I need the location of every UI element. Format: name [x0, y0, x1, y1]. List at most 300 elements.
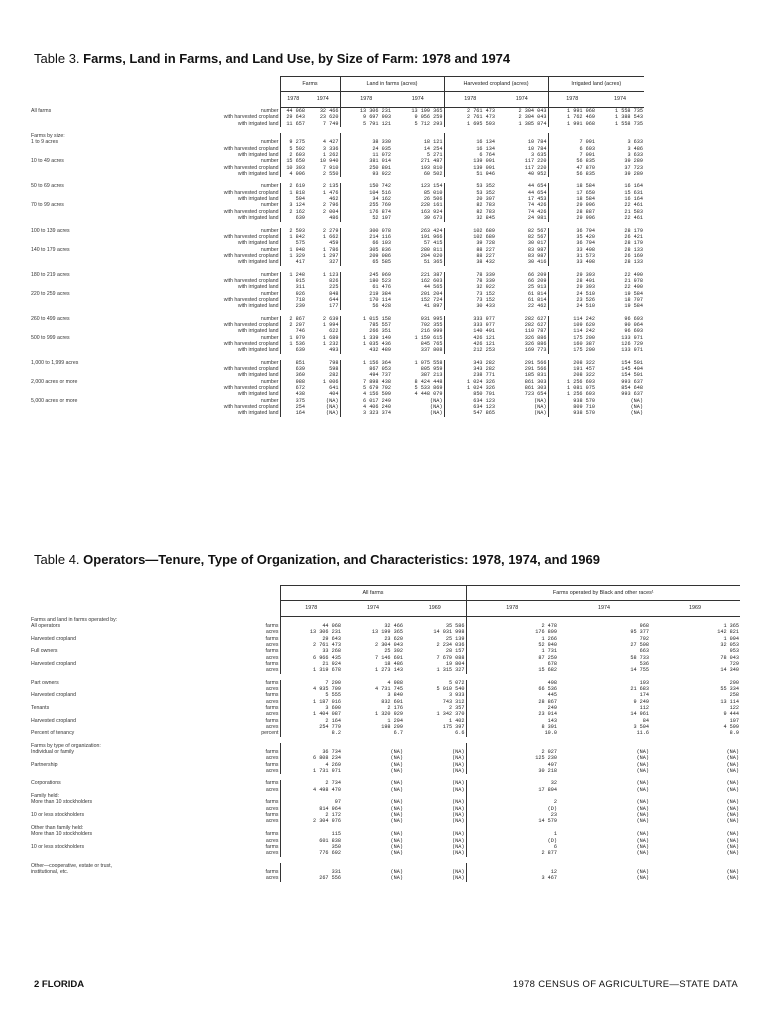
data-cell: 1 991 068	[548, 108, 596, 115]
data-cell: 212 253	[444, 347, 496, 353]
data-cell: 51 946	[444, 171, 496, 177]
data-cell: (NA)	[726, 843, 740, 850]
row-sublabel: acres	[265, 685, 279, 692]
data-cell: 201 204	[420, 290, 443, 297]
data-cell: 39 728	[444, 240, 496, 246]
data-cell: (NA)	[452, 768, 465, 775]
row-sublabel: farms	[265, 660, 279, 667]
data-cell: 28 179	[624, 240, 644, 247]
row-sublabel: acres	[265, 805, 279, 812]
data-cell: 36 734	[280, 749, 342, 755]
table4-group-header	[30, 586, 740, 601]
data-cell: 32 466	[384, 622, 403, 629]
data-cell: 56 835	[548, 171, 596, 177]
data-cell: (NA)	[726, 761, 740, 768]
data-cell: 145 404	[621, 366, 644, 373]
data-cell: (D)	[466, 838, 558, 844]
data-cell: 142 821	[717, 629, 740, 636]
row-sublabel: farms	[265, 635, 279, 642]
row-sublabel: farms	[265, 761, 279, 768]
data-cell: 2	[466, 799, 558, 805]
data-cell: 494 737	[340, 372, 392, 378]
data-cell: 78 339	[444, 278, 496, 284]
data-cell: (NA)	[326, 397, 339, 404]
data-cell: 154 501	[621, 359, 644, 366]
data-cell: 743 312	[442, 698, 465, 705]
data-cell: 5 502	[280, 146, 306, 152]
table3-body	[30, 108, 740, 417]
data-cell: 3 124	[280, 202, 306, 208]
row-sublabel: with irrigated land	[237, 171, 279, 178]
data-cell: 22 490	[624, 271, 644, 278]
row-label: 500 to 999 acres	[31, 334, 70, 341]
data-cell: 238 771	[444, 372, 496, 378]
data-cell: 117 220	[524, 164, 547, 171]
data-cell: 729	[729, 660, 740, 667]
data-cell: 160 387	[548, 341, 596, 347]
data-cell: 23 526	[548, 297, 596, 303]
data-cell: 7 910	[322, 164, 339, 171]
data-cell: 28 157	[445, 648, 465, 655]
data-cell: 163 924	[420, 208, 443, 215]
data-cell: 360	[280, 372, 306, 378]
data-cell: 154 501	[621, 372, 644, 379]
data-cell: (NA)	[390, 868, 403, 875]
year-header: 1974	[596, 92, 644, 108]
data-cell: 459	[329, 240, 339, 247]
data-cell: 3 467	[466, 875, 558, 881]
row-label: Corporations	[31, 780, 61, 787]
row-label: 10 or less stockholders	[31, 843, 85, 850]
data-cell: 993 637	[621, 378, 644, 385]
data-cell: 208 322	[548, 372, 596, 378]
data-cell: 1 731	[466, 648, 558, 654]
data-cell: (NA)	[534, 410, 547, 417]
row-sublabel: number	[260, 139, 279, 146]
data-cell: 175 200	[548, 335, 596, 341]
data-cell: 2 734	[280, 780, 342, 786]
data-cell: 2 234 036	[436, 641, 465, 648]
row-sublabel: with harvested cropland	[223, 164, 279, 171]
data-cell: 2 027	[466, 749, 558, 755]
row-sublabel: with harvested cropland	[223, 385, 279, 392]
row-sublabel: acres	[265, 768, 279, 775]
data-cell: 44 565	[423, 284, 443, 291]
row-sublabel: farms	[265, 868, 279, 875]
data-cell: 29 643	[280, 636, 342, 642]
data-cell: 12	[466, 869, 558, 875]
row-sublabel: number	[260, 359, 279, 366]
data-cell: 78 339	[444, 272, 496, 278]
data-cell: 185 831	[524, 372, 547, 379]
group-header: All farms	[280, 586, 466, 601]
data-cell: 333 977	[444, 316, 496, 322]
data-cell: (NA)	[390, 837, 403, 844]
data-cell: (NA)	[726, 805, 740, 812]
data-cell: 150 742	[340, 183, 392, 189]
data-cell: 44 068	[280, 623, 342, 629]
table-row	[30, 875, 740, 881]
data-cell: 82 567	[527, 227, 547, 234]
data-cell: 746	[280, 328, 306, 334]
data-cell: 66 209	[527, 277, 547, 284]
data-cell: 33 408	[548, 259, 596, 265]
data-cell: 3 840	[387, 692, 403, 699]
data-cell: 1 187 016	[280, 699, 342, 705]
data-cell: 311	[280, 284, 306, 290]
data-cell: 16 164	[624, 183, 644, 190]
row-sublabel: with harvested cropland	[223, 341, 279, 347]
row-label: Farms by size:	[31, 133, 65, 140]
data-cell: 88 227	[444, 247, 496, 253]
row-sublabel: acres	[265, 786, 279, 793]
row-label: Harvested cropland	[31, 660, 76, 667]
data-cell: 6.7	[393, 730, 403, 737]
row-label: 1,000 to 1,999 acres	[31, 359, 79, 366]
data-cell: 2 877	[466, 850, 558, 856]
footer-title: 1978 CENSUS OF AGRICULTURE—STATE DATA	[512, 979, 738, 990]
data-cell: 1 294	[387, 717, 403, 724]
data-cell: 1 979	[280, 335, 306, 341]
row-label: 70 to 99 acres	[31, 202, 64, 209]
row-label: 180 to 219 acres	[31, 271, 70, 278]
data-cell: (NA)	[726, 818, 740, 825]
data-cell: 11 657	[280, 121, 306, 127]
data-cell: 1 404 087	[280, 711, 342, 717]
data-cell: 343 282	[444, 366, 496, 372]
data-cell: 66 209	[527, 271, 547, 278]
data-cell: 993 637	[621, 391, 644, 398]
data-cell: 18 584	[548, 196, 596, 202]
data-cell: 5 010 540	[436, 685, 465, 692]
table3-title: Table 3. Farms, Land in Farms, and Land Use, by Size of Farm: 1978 and 1974	[34, 51, 511, 66]
data-cell: 24 510	[548, 291, 596, 297]
group-header: Land in farms (acres)	[340, 77, 444, 92]
data-cell: (NA)	[726, 755, 740, 762]
data-cell: 4 731 745	[374, 685, 403, 692]
data-cell: (NA)	[430, 397, 443, 404]
data-cell: 90 064	[624, 321, 644, 328]
row-sublabel: with irrigated land	[237, 152, 279, 159]
row-label: 100 to 139 acres	[31, 227, 70, 234]
data-cell: (NA)	[390, 818, 403, 825]
data-cell: 850 701	[444, 391, 496, 397]
data-cell: (NA)	[636, 818, 650, 825]
data-cell: 988	[280, 379, 306, 385]
data-cell: 2 761 473	[444, 108, 496, 115]
row-sublabel: acres	[265, 724, 279, 730]
data-cell: (NA)	[630, 397, 644, 404]
data-cell: 23	[466, 812, 558, 818]
row-label: Partnership	[31, 761, 58, 768]
row-sublabel: number	[260, 158, 279, 165]
data-cell: 53 352	[444, 190, 496, 196]
data-cell: 245 969	[340, 272, 392, 278]
data-cell: 14 755	[630, 667, 650, 674]
row-label: Harvested cropland	[31, 717, 76, 724]
row-sublabel: number	[260, 397, 279, 404]
data-cell: 74 426	[527, 202, 547, 209]
data-cell: 30 416	[527, 259, 547, 266]
data-cell: 2 304 043	[518, 108, 547, 114]
data-cell: 88 227	[444, 253, 496, 259]
data-cell: 133 971	[621, 334, 644, 341]
data-cell: 282 627	[524, 321, 547, 328]
data-cell: 639	[280, 347, 306, 353]
data-cell: 254 779	[280, 724, 342, 730]
data-cell: 3 486	[627, 145, 644, 152]
data-cell: (NA)	[636, 786, 650, 793]
data-cell: 78 043	[720, 654, 740, 661]
data-cell: 8.2	[280, 730, 342, 736]
table3	[30, 76, 740, 417]
row-sublabel: acres	[265, 837, 279, 844]
row-label: Full owners	[31, 648, 58, 655]
data-cell: (NA)	[636, 780, 650, 787]
data-cell: 3 633	[627, 152, 644, 159]
data-cell: 305 836	[340, 247, 392, 253]
row-sublabel: number	[260, 202, 279, 209]
row-sublabel: farms	[265, 843, 279, 850]
data-cell: 13 306 231	[340, 108, 392, 115]
data-cell: 37 723	[624, 164, 644, 171]
data-cell: 13 114	[720, 698, 740, 705]
data-cell: (NA)	[390, 780, 403, 787]
year-header: 1974	[306, 92, 340, 108]
table4-year-header	[30, 601, 740, 617]
data-cell: 21 683	[630, 685, 650, 692]
data-cell: 7 091	[548, 152, 596, 158]
data-cell: 11.6	[636, 730, 650, 737]
data-cell: 9 275	[280, 139, 306, 145]
row-sublabel: acres	[265, 641, 279, 648]
data-cell: (NA)	[726, 837, 740, 844]
data-cell: (NA)	[636, 875, 650, 882]
data-cell: (NA)	[390, 812, 403, 819]
data-cell: 1 156 364	[340, 360, 392, 366]
data-cell: (NA)	[636, 805, 650, 812]
data-cell: 39 289	[624, 158, 644, 165]
data-cell: 25 302	[384, 648, 403, 655]
data-cell: (NA)	[452, 780, 465, 787]
data-cell: 1 842	[280, 234, 306, 240]
data-cell: 193	[639, 679, 650, 686]
row-sublabel: with irrigated land	[237, 328, 279, 335]
data-cell: (NA)	[534, 404, 547, 411]
data-cell: 417	[280, 259, 306, 265]
data-cell: 5 555	[280, 692, 342, 698]
data-cell: 267 556	[280, 875, 342, 881]
group-header: Harvested cropland (acres)	[444, 77, 548, 92]
data-cell: 3 336	[322, 145, 339, 152]
data-cell: 84	[642, 717, 650, 724]
data-cell: 97	[280, 799, 342, 805]
group-header: Farms	[280, 77, 340, 92]
data-cell: (NA)	[636, 868, 650, 875]
data-cell: 61 814	[527, 290, 547, 297]
data-cell: 14 031 998	[433, 629, 465, 636]
data-cell: 164	[280, 410, 306, 416]
data-cell: (NA)	[636, 837, 650, 844]
row-label	[30, 410, 100, 416]
row-sublabel: with irrigated land	[237, 284, 279, 291]
data-cell: 104 516	[340, 190, 392, 196]
data-cell: (NA)	[636, 761, 650, 768]
data-cell: 29 643	[280, 114, 306, 120]
data-cell: 639	[280, 215, 306, 221]
row-sublabel: number	[260, 271, 279, 278]
row-sublabel: with harvested cropland	[223, 233, 279, 240]
data-cell: 83 987	[527, 252, 547, 259]
data-cell: 7 091	[548, 139, 596, 145]
year-header: 1969	[650, 601, 740, 617]
data-cell: 225	[329, 284, 339, 291]
data-cell: (NA)	[390, 831, 403, 838]
data-cell: 177	[329, 303, 339, 310]
data-cell: 6 808 234	[280, 755, 342, 761]
data-cell: 22 462	[527, 303, 547, 310]
data-cell: 28 133	[624, 259, 644, 266]
data-cell: 32 053	[720, 641, 740, 648]
data-cell: 174	[639, 692, 650, 699]
row-sublabel: number	[260, 290, 279, 297]
data-cell: 204 020	[420, 252, 443, 259]
data-cell: 1 273 143	[374, 667, 403, 674]
data-cell: 102 689	[444, 234, 496, 240]
data-cell: 1 689	[322, 334, 339, 341]
data-cell: (NA)	[390, 799, 403, 806]
data-cell: 23 620	[384, 635, 403, 642]
row-sublabel: number	[260, 107, 279, 114]
data-cell: 7 749	[322, 120, 339, 127]
data-cell: 2 162	[280, 209, 306, 215]
data-cell: 426 121	[444, 341, 496, 347]
data-cell: 3 633	[627, 139, 644, 146]
data-cell: 1 662	[322, 233, 339, 240]
data-cell: (NA)	[636, 812, 650, 819]
data-cell: 19 584	[624, 303, 644, 310]
data-cell: 486	[329, 215, 339, 222]
row-label: 260 to 499 acres	[31, 315, 70, 322]
data-cell: 1 991 068	[548, 121, 596, 127]
data-cell: 61 814	[527, 296, 547, 303]
data-cell: 66 536	[466, 686, 558, 692]
data-cell: 51 365	[423, 259, 443, 266]
data-cell: 56 835	[548, 158, 596, 164]
data-cell: (NA)	[390, 843, 403, 850]
data-cell: 32	[466, 780, 558, 786]
data-cell: (NA)	[390, 786, 403, 793]
data-cell: 15 631	[624, 189, 644, 196]
data-cell: 44 654	[527, 183, 547, 190]
data-cell: (NA)	[390, 850, 403, 857]
data-cell: 198 299	[381, 724, 403, 730]
row-sublabel: with harvested cropland	[223, 404, 279, 411]
data-cell: 21 583	[624, 208, 644, 215]
data-cell: (NA)	[726, 768, 740, 775]
data-cell: 191 457	[548, 366, 596, 372]
data-cell: 112	[639, 704, 650, 711]
row-sublabel: with harvested cropland	[223, 296, 279, 303]
data-cell: 438	[280, 391, 306, 397]
data-cell: 255 769	[340, 202, 392, 208]
data-cell: 175 200	[548, 347, 596, 353]
data-cell: 867 053	[340, 366, 392, 372]
data-cell: 180 523	[340, 278, 392, 284]
data-cell: 36 794	[548, 240, 596, 246]
row-label: Percent of tenancy	[31, 730, 75, 737]
row-sublabel: acres	[265, 698, 279, 705]
data-cell: 644	[329, 296, 339, 303]
data-cell: 5 533 869	[414, 385, 443, 392]
data-cell: 3 504	[633, 724, 650, 730]
year-header: 1978	[340, 92, 392, 108]
row-sublabel: acres	[265, 850, 279, 857]
data-cell: 5 712 293	[414, 120, 443, 127]
data-cell: (NA)	[390, 761, 403, 768]
row-sublabel: farms	[265, 831, 279, 838]
row-label: 10 or less stockholders	[31, 812, 85, 819]
row-label: 140 to 179 acres	[31, 246, 70, 253]
data-cell: 350	[280, 844, 342, 850]
data-cell: 792	[639, 635, 650, 642]
data-cell: 16 134	[444, 146, 496, 152]
data-cell: 18 707	[624, 296, 644, 303]
data-cell: 2 478	[466, 623, 558, 629]
data-cell: 33 408	[548, 247, 596, 253]
table3-year-header	[30, 92, 740, 108]
data-cell: 4 156 599	[340, 391, 392, 397]
data-cell: 20 307	[444, 196, 496, 202]
data-cell: 639	[280, 366, 306, 372]
data-cell: 23 620	[319, 114, 339, 121]
data-cell: 26 506	[423, 196, 443, 203]
data-cell: 282 627	[524, 315, 547, 322]
data-cell: 718	[280, 297, 306, 303]
data-cell: 291 566	[524, 366, 547, 373]
data-cell: (NA)	[636, 831, 650, 838]
data-cell: 4 096	[280, 171, 306, 177]
row-sublabel: with harvested cropland	[223, 366, 279, 373]
data-cell: 333 977	[444, 322, 496, 328]
row-sublabel: farms	[265, 749, 279, 756]
row-sublabel: with harvested cropland	[223, 321, 279, 328]
data-cell: 851	[280, 360, 306, 366]
row-label: 2,000 acres or more	[31, 378, 78, 385]
data-cell: 249	[466, 705, 558, 711]
data-cell: (NA)	[452, 843, 465, 850]
data-cell: 29 393	[548, 272, 596, 278]
data-cell: 634 123	[444, 398, 496, 404]
data-cell: 61 476	[340, 284, 392, 290]
data-cell: 1 024 326	[444, 385, 496, 391]
data-cell: 24 510	[548, 303, 596, 309]
data-cell: 263 424	[420, 227, 443, 234]
data-cell: (NA)	[726, 749, 740, 756]
data-cell: 193 810	[420, 164, 443, 171]
data-cell: 115	[280, 831, 342, 837]
data-cell: 776 692	[280, 850, 342, 856]
data-cell: 598	[329, 366, 339, 373]
data-cell: 239	[280, 303, 306, 309]
data-cell: 1 558 735	[614, 108, 644, 114]
data-cell: 5 271	[426, 152, 443, 159]
data-cell: (NA)	[452, 831, 465, 838]
data-cell: 30 017	[527, 240, 547, 247]
data-cell: 326 886	[524, 341, 547, 347]
data-cell: 17 894	[466, 787, 558, 793]
data-cell: 82 783	[444, 202, 496, 208]
